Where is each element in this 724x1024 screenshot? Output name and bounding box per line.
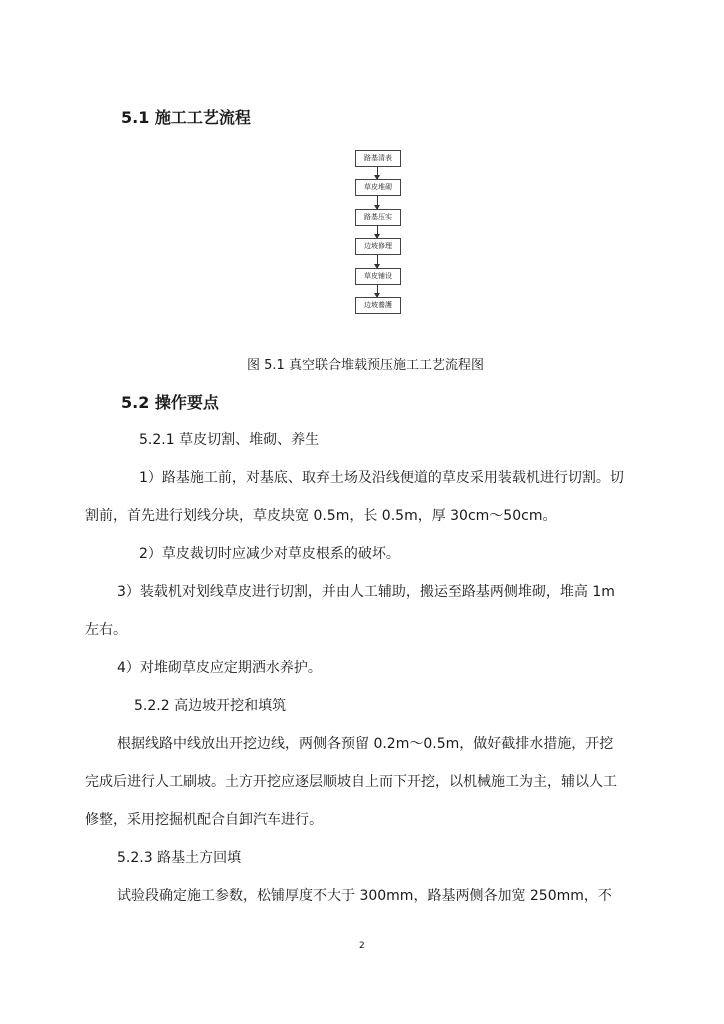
paragraph-line: 根据线路中线放出开挖边线，两侧各预留 0.2m～0.5m，做好截排水措施，开挖 [117, 736, 614, 752]
paragraph-line: 3）装载机对划线草皮进行切割，并由人工辅助，搬运至路基两侧堆砌，堆高 1m [117, 584, 615, 600]
flow-step-4: 边坡修理 [355, 238, 401, 255]
paragraph-line: 4）对堆砌草皮应定期洒水养护。 [117, 660, 322, 676]
paragraph-line: 完成后进行人工刷坡。土方开挖应逐层顺坡自上而下开挖，以机械施工为主，辅以人工 [85, 774, 617, 790]
paragraph-line: 1）路基施工前，对基底、取弃土场及沿线便道的草皮采用装载机进行切割。切 [139, 470, 624, 486]
paragraph-line: 修整，采用挖掘机配合自卸汽车进行。 [85, 812, 323, 828]
flow-step-5: 草皮铺设 [355, 268, 401, 285]
figure-caption: 图 5.1 真空联合堆载预压施工工艺流程图 [247, 358, 484, 373]
flow-arrow [377, 226, 378, 238]
flow-step-1: 路基清表 [355, 150, 401, 167]
section-heading-5-1: 5.1 施工工艺流程 [121, 108, 251, 127]
flow-step-3: 路基压实 [355, 209, 401, 226]
page-number: 2 [359, 941, 365, 951]
flow-step-2: 草皮堆砌 [355, 179, 401, 196]
section-heading-5-2: 5.2 操作要点 [121, 393, 219, 412]
paragraph-line: 左右。 [85, 622, 127, 638]
subsection-title-5-2-1: 5.2.1 草皮切割、堆砌、养生 [139, 432, 320, 448]
paragraph-line: 割前，首先进行划线分块，草皮块宽 0.5m，长 0.5m，厚 30cm～50cm。 [85, 508, 557, 524]
flow-arrow [377, 285, 378, 297]
paragraph-line: 试验段确定施工参数，松铺厚度不大于 300mm，路基两侧各加宽 250mm，不 [117, 888, 612, 904]
flow-arrow [377, 196, 378, 209]
flow-arrow [377, 167, 378, 179]
flow-step-6: 边坡養護 [355, 297, 401, 314]
subsection-title-5-2-3: 5.2.3 路基土方回填 [117, 850, 242, 866]
subsection-title-5-2-2: 5.2.2 高边坡开挖和填筑 [134, 698, 287, 714]
paragraph-line: 2）草皮裁切时应减少对草皮根系的破坏。 [139, 546, 400, 562]
flow-arrow [377, 255, 378, 268]
